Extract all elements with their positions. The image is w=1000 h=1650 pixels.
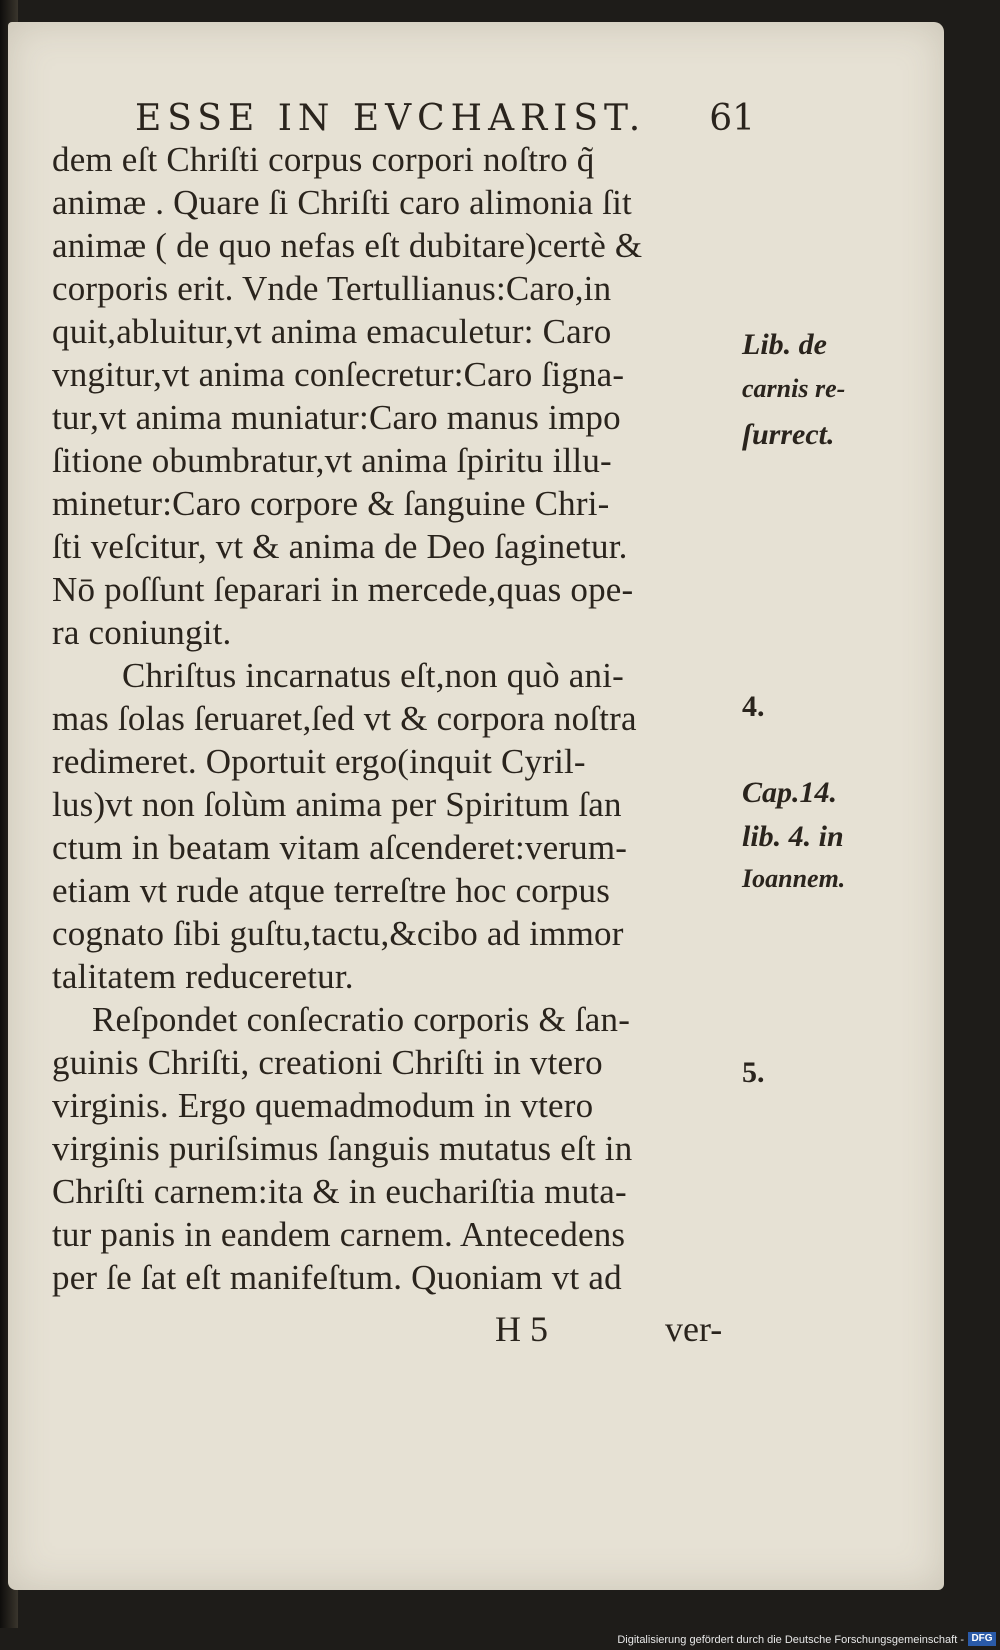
text-line: tur,vt anima muniatur:Caro manus impo [52, 398, 621, 437]
margin-note: Lib. de [742, 328, 827, 361]
margin-note: Cap.14. [742, 776, 838, 809]
catchword: ver- [665, 1309, 723, 1349]
footer-bar [0, 1628, 1000, 1650]
text-line: Reſpondet conſecratio corporis & ſan- [92, 1000, 631, 1039]
margin-note: lib. 4. in [742, 820, 844, 853]
text-line: guinis Chriſti, creationi Chriſti in vtero [52, 1043, 603, 1082]
text-line: virginis puriſsimus ſanguis mutatus eſt in [52, 1129, 633, 1168]
page-number: 61 [709, 98, 755, 139]
margin-note: Ioannem. [742, 864, 846, 893]
text-line: Chriſti carnem:ita & in euchariſtia muta- [52, 1172, 627, 1211]
signature-mark: H 5 [495, 1309, 548, 1349]
margin-note: 5. [742, 1056, 765, 1089]
text-line: animæ ( de quo nefas eſt dubitare)certè & [52, 226, 643, 265]
margin-note: ſurrect. [742, 418, 835, 451]
text-line: cognato ſibi guſtu,tactu,&cibo ad immor [52, 914, 624, 953]
text-line: quit,abluitur,vt anima emaculetur: Caro [52, 312, 612, 351]
text-line: ra coniungit. [52, 613, 232, 652]
text-line: ſitione obumbratur,vt anima ſpiritu illu- [52, 441, 612, 480]
text-line: redimeret. Oportuit ergo(inquit Cyril- [52, 742, 586, 781]
margin-note: 4. [742, 690, 765, 723]
text-line: lus)vt non ſolùm anima per Spiritum ſan [52, 785, 622, 824]
text-line: vngitur,vt anima conſecretur:Caro ſigna- [52, 355, 625, 394]
text-line: mas ſolas ſeruaret,ſed vt & corpora noſtra [52, 699, 637, 738]
text-line: talitatem reduceretur. [52, 957, 354, 996]
margin-note: carnis re- [742, 374, 846, 403]
running-title: ESSE IN EVCHARIST. [135, 98, 647, 139]
text-line: Chriſtus incarnatus eſt,non quò ani- [122, 656, 624, 695]
text-line: animæ . Quare ſi Chriſti caro alimonia ſit [52, 183, 632, 222]
text-line: dem eſt Chriſti corpus corpori noſtro q̃ [52, 140, 595, 179]
page-header [135, 98, 755, 144]
text-line: virginis. Ergo quemadmodum in vtero [52, 1086, 594, 1125]
text-line: corporis erit. Vnde Tertullianus:Caro,in [52, 269, 612, 308]
dfg-logo: DFG [968, 1632, 996, 1646]
text-line: Nō poſſunt ſeparari in mercede,quas ope- [52, 570, 634, 609]
text-line: minetur:Caro corpore & ſanguine Chri- [52, 484, 610, 523]
text-line: tur panis in eandem carnem. Antecedens [52, 1215, 626, 1254]
text-line: ſti veſcitur, vt & anima de Deo ſaginetur. [52, 527, 628, 566]
text-line: per ſe ſat eſt manifeſtum. Quoniam vt ad [52, 1258, 622, 1297]
text-line: ctum in beatam vitam aſcenderet:verum- [52, 828, 628, 867]
text-line: etiam vt rude atque terreſtre hoc corpus [52, 871, 611, 910]
dfg-credit: Digitalisierung gefördert durch die Deutsche Forschungsgemeinschaft - [617, 1634, 964, 1646]
